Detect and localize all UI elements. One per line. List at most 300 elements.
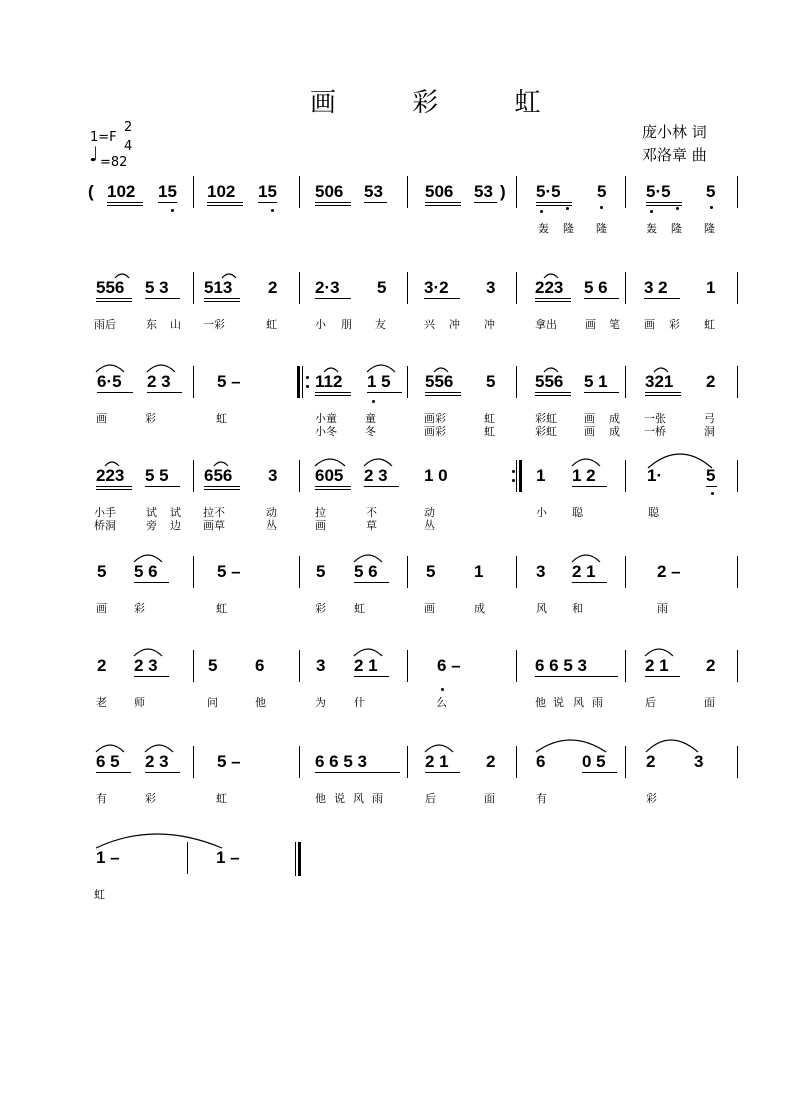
- lyric-syllable: 试: [170, 506, 181, 519]
- note-group: 5 6: [584, 278, 608, 297]
- lyric-syllable: 他: [255, 696, 266, 709]
- lyric-syllable: 老: [96, 696, 107, 709]
- beam: [96, 489, 132, 490]
- beam: [315, 202, 351, 203]
- bar-line: [737, 650, 738, 682]
- note-group: 223: [535, 278, 564, 297]
- beam: [207, 202, 243, 203]
- bar-line: [737, 272, 738, 304]
- beam: [204, 298, 240, 299]
- slur: [646, 740, 698, 752]
- note-group: 2 3: [134, 656, 158, 675]
- bar-line: [187, 842, 188, 874]
- repeat-start-sign: [297, 366, 307, 398]
- bar-line: [407, 556, 408, 588]
- lyric-syllable: 聪: [648, 506, 659, 519]
- note-group: 1 2: [572, 466, 596, 485]
- bar-line: [737, 556, 738, 588]
- beam: [584, 392, 619, 393]
- bar-line: [516, 556, 517, 588]
- note-group: 2 1: [572, 562, 596, 581]
- beam: [535, 676, 618, 677]
- lyric-syllable: 拿出: [535, 318, 557, 331]
- note-group: 112: [315, 372, 343, 391]
- beam: [364, 486, 399, 487]
- beam: [364, 202, 387, 203]
- bar-line: [407, 176, 408, 208]
- lyric-syllable: 虹: [704, 318, 715, 331]
- time-signature-top: 2: [124, 120, 133, 135]
- beam: [354, 676, 389, 677]
- lyric-syllable: 拉: [315, 506, 326, 519]
- lyric-syllable: 成: [474, 602, 485, 615]
- note-group: 321: [645, 372, 674, 391]
- bar-line: [625, 556, 626, 588]
- beam: [258, 202, 277, 203]
- note-group: 5: [377, 278, 387, 297]
- beam: [96, 772, 131, 773]
- beam: [425, 392, 461, 393]
- bar-line: [516, 366, 517, 398]
- lyric-syllable: 冲: [449, 318, 460, 331]
- bar-line: [625, 746, 626, 778]
- beam: [425, 205, 461, 206]
- note-group: 5: [486, 372, 496, 391]
- lyric-syllable: 有: [536, 792, 547, 805]
- bar-line: [299, 176, 300, 208]
- beam: [645, 392, 681, 393]
- lyric-syllable: 风: [573, 696, 584, 709]
- note-group: 223: [96, 466, 125, 485]
- slur: [425, 745, 453, 752]
- note-group: 5: [706, 466, 716, 485]
- note-group: 5 –: [217, 372, 241, 391]
- note-group: 15: [258, 182, 277, 201]
- octave-dot: [710, 206, 713, 209]
- beam: [315, 298, 351, 299]
- lyric-syllable-verse2: 一桥: [644, 425, 666, 438]
- lyric-syllable: 虹: [266, 318, 277, 331]
- bar-line: [193, 272, 194, 304]
- beam: [315, 395, 351, 396]
- note-group: 5: [208, 656, 218, 675]
- lyric-syllable-verse2: 虹: [484, 425, 495, 438]
- lyric-syllable: 雨: [592, 696, 603, 709]
- tempo-value: =82: [100, 155, 128, 170]
- beam: [646, 205, 682, 206]
- beam: [315, 772, 400, 773]
- lyric-syllable: 拉不: [203, 506, 225, 519]
- lyric-syllable: 虹: [484, 412, 495, 425]
- lyric-syllable-verse2: 彩虹: [535, 425, 557, 438]
- octave-dot: [711, 492, 714, 495]
- lyric-syllable: 后: [425, 792, 436, 805]
- note-group: 556: [535, 372, 564, 391]
- slur: [315, 459, 345, 466]
- beam: [145, 298, 180, 299]
- beam: [204, 486, 240, 487]
- note-group: 513: [204, 278, 233, 297]
- bar-line: [407, 272, 408, 304]
- beam: [315, 489, 351, 490]
- lyric-syllable: 隆: [596, 222, 607, 235]
- lyric-syllable: 师: [134, 696, 145, 709]
- lyric-syllable: 问: [207, 696, 218, 709]
- note-group: 5 –: [217, 752, 241, 771]
- bar-line: [516, 272, 517, 304]
- note-group: 2 3: [364, 466, 388, 485]
- note-group: 3: [268, 466, 278, 485]
- lyric-syllable: 彩: [315, 602, 326, 615]
- lyric-syllable: 小: [536, 506, 547, 519]
- note-group: 3: [486, 278, 496, 297]
- bar-line: [737, 746, 738, 778]
- beam: [315, 205, 351, 206]
- note-group: 3 2: [644, 278, 668, 297]
- lyric-syllable: 虹: [354, 602, 365, 615]
- bar-line: [737, 460, 738, 492]
- note-group: 2 3: [145, 752, 169, 771]
- lyric-syllable: 彩: [669, 318, 680, 331]
- bar-line: [737, 366, 738, 398]
- lyric-syllable-verse2: 冬: [365, 425, 376, 438]
- beam: [207, 205, 243, 206]
- lyric-syllable: 为: [315, 696, 326, 709]
- beam: [425, 202, 461, 203]
- note-group: 506: [425, 182, 454, 201]
- note-group: 2 1: [645, 656, 669, 675]
- lyric-syllable: 风: [353, 792, 364, 805]
- lyric-syllable-verse2: 成: [609, 425, 620, 438]
- note-group: 1: [706, 278, 716, 297]
- lyric-syllable: 朋: [341, 318, 352, 331]
- lyric-syllable: 隆: [671, 222, 682, 235]
- lyric-syllable: 轰: [646, 222, 657, 235]
- beam: [96, 486, 132, 487]
- note-group: 5·5: [536, 182, 561, 201]
- octave-dot: [540, 210, 543, 213]
- lyric-syllable: 不: [366, 506, 377, 519]
- lyric-syllable: 说: [553, 696, 564, 709]
- note-group: 102: [107, 182, 136, 201]
- lyric-syllable: 面: [484, 792, 495, 805]
- beam: [572, 582, 607, 583]
- key-signature: 1=F: [90, 130, 117, 145]
- lyric-syllable: 彩: [145, 792, 156, 805]
- lyric-syllable-verse2: 旁: [146, 519, 157, 532]
- slur: [134, 649, 162, 656]
- note-group: 5 1: [584, 372, 608, 391]
- beam: [204, 301, 240, 302]
- bar-line: [516, 650, 517, 682]
- beam: [134, 676, 169, 677]
- lyric-syllable: 画: [96, 412, 107, 425]
- note-group: (: [88, 182, 94, 201]
- beam: [535, 395, 571, 396]
- bar-line: [407, 746, 408, 778]
- note-group: 15: [158, 182, 177, 201]
- bar-line: [407, 650, 408, 682]
- lyric-syllable-verse2: 丛: [266, 519, 277, 532]
- bar-line: [625, 366, 626, 398]
- slur: [364, 459, 392, 466]
- note-group: 2: [646, 752, 656, 771]
- beam: [96, 298, 132, 299]
- bar-line: [625, 176, 626, 208]
- beam: [134, 582, 169, 583]
- slur: [96, 365, 124, 372]
- lyric-syllable: 小手: [94, 506, 116, 519]
- lyric-syllable: 雨后: [94, 318, 116, 331]
- octave-dot: [566, 207, 569, 210]
- note-group: 53: [364, 182, 383, 201]
- lyric-syllable: 童: [365, 412, 376, 425]
- beam: [96, 301, 132, 302]
- lyric-syllable: 后: [645, 696, 656, 709]
- beam: [582, 772, 617, 773]
- beam: [147, 392, 182, 393]
- lyric-syllable: 虹: [216, 412, 227, 425]
- beam: [474, 202, 497, 203]
- note-group: 5 6: [134, 562, 158, 581]
- lyric-syllable-verse2: 边: [170, 519, 181, 532]
- note-group: 2 –: [657, 562, 681, 581]
- beam: [107, 202, 143, 203]
- note-group: 102: [207, 182, 236, 201]
- note-group: 5: [597, 182, 607, 201]
- lyric-syllable: 画: [424, 602, 435, 615]
- note-group: 605: [315, 466, 344, 485]
- slur: [96, 745, 124, 752]
- note-group: 3: [694, 752, 704, 771]
- lyric-syllable: 隆: [563, 222, 574, 235]
- note-group: 656: [204, 466, 233, 485]
- bar-line: [407, 366, 408, 398]
- quarter-note-icon: ♩: [89, 142, 99, 166]
- bar-line: [193, 176, 194, 208]
- lyric-syllable-verse2: 丛: [424, 519, 435, 532]
- lyric-syllable: 画彩: [424, 412, 446, 425]
- bar-line: [193, 460, 194, 492]
- lyric-syllable-verse2: 画: [315, 519, 326, 532]
- octave-dot: [441, 688, 444, 691]
- lyric-syllable-verse2: 草: [366, 519, 377, 532]
- bar-line: [516, 746, 517, 778]
- beam: [367, 392, 402, 393]
- note-group: 3: [536, 562, 546, 581]
- note-group: 2 1: [354, 656, 378, 675]
- note-group: 5 5: [145, 466, 169, 485]
- note-group: 1 0: [424, 466, 448, 485]
- beam: [645, 395, 681, 396]
- beam: [425, 772, 460, 773]
- lyric-syllable: 虹: [94, 888, 105, 901]
- beam: [204, 489, 240, 490]
- bar-line: [625, 272, 626, 304]
- note-group: ): [500, 182, 506, 201]
- octave-dot: [271, 209, 274, 212]
- bar-line: [193, 556, 194, 588]
- composer-credit: 邓洛章 曲: [642, 146, 707, 164]
- note-group: 1: [536, 466, 546, 485]
- octave-dot: [650, 210, 653, 213]
- slur: [354, 649, 382, 656]
- bar-line: [299, 272, 300, 304]
- slur: [367, 365, 395, 372]
- beam: [354, 582, 389, 583]
- slur: [145, 745, 173, 752]
- lyric-syllable-verse2: 画彩: [424, 425, 446, 438]
- lyric-syllable-verse2: 洞: [704, 425, 715, 438]
- note-group: 1 5: [367, 372, 391, 391]
- bar-line: [625, 650, 626, 682]
- lyric-syllable: 画: [584, 412, 595, 425]
- beam: [315, 486, 351, 487]
- note-group: 3·2: [424, 278, 449, 297]
- lyric-syllable: 一彩: [203, 318, 225, 331]
- note-group: 2: [97, 656, 107, 675]
- beam: [572, 486, 607, 487]
- lyric-syllable: 雨: [372, 792, 383, 805]
- slur: [134, 555, 162, 562]
- lyric-syllable: 山: [170, 318, 181, 331]
- repeat-end-sign: [512, 460, 522, 492]
- slur: [572, 459, 600, 466]
- lyric-syllable: 说: [334, 792, 345, 805]
- lyric-syllable: 冲: [484, 318, 495, 331]
- note-group: 556: [96, 278, 125, 297]
- note-group: 5: [706, 182, 716, 201]
- beam: [536, 202, 572, 203]
- note-group: 6 –: [437, 656, 461, 675]
- lyric-syllable: 有: [96, 792, 107, 805]
- bar-line: [516, 176, 517, 208]
- lyric-syllable: 画: [96, 602, 107, 615]
- lyric-syllable: 彩虹: [535, 412, 557, 425]
- bar-line: [625, 460, 626, 492]
- slur: [147, 365, 175, 372]
- beam: [646, 202, 682, 203]
- bar-line: [737, 176, 738, 208]
- lyric-syllable: 试: [146, 506, 157, 519]
- lyric-syllable-verse2: 画: [584, 425, 595, 438]
- note-group: 6 6 5 3: [315, 752, 367, 771]
- lyric-syllable: 雨: [657, 602, 668, 615]
- note-group: 6·5: [97, 372, 122, 391]
- lyric-syllable: 东: [146, 318, 157, 331]
- note-group: 2 1: [425, 752, 449, 771]
- bar-line: [299, 746, 300, 778]
- note-group: 53: [474, 182, 493, 201]
- lyric-syllable: 兴: [424, 318, 435, 331]
- octave-dot: [600, 206, 603, 209]
- lyric-syllable: 小: [315, 318, 326, 331]
- lyric-syllable: 虹: [216, 792, 227, 805]
- beam: [107, 205, 143, 206]
- beam: [584, 298, 619, 299]
- note-group: 1 –: [216, 848, 240, 867]
- note-group: 1: [474, 562, 484, 581]
- note-group: 5: [426, 562, 436, 581]
- lyric-syllable: 么: [436, 696, 447, 709]
- beam: [706, 486, 717, 487]
- slur: [645, 649, 673, 656]
- lyric-syllable: 画: [585, 318, 596, 331]
- lyric-syllable: 隆: [704, 222, 715, 235]
- note-group: 0 5: [582, 752, 606, 771]
- lyric-syllable: 彩: [134, 602, 145, 615]
- lyric-syllable: 彩: [145, 412, 156, 425]
- note-group: 2: [706, 656, 716, 675]
- bar-line: [193, 746, 194, 778]
- lyric-syllable: 聪: [572, 506, 583, 519]
- beam: [424, 298, 460, 299]
- octave-dot: [676, 207, 679, 210]
- beam: [315, 392, 351, 393]
- note-group: 1·: [647, 466, 663, 485]
- note-group: 5: [97, 562, 107, 581]
- note-group: 2 3: [147, 372, 171, 391]
- note-group: 2: [486, 752, 496, 771]
- bar-line: [299, 650, 300, 682]
- lyric-syllable-verse2: 画草: [203, 519, 225, 532]
- octave-dot: [372, 400, 375, 403]
- note-group: 1 –: [96, 848, 120, 867]
- beam: [425, 395, 461, 396]
- note-group: 2: [706, 372, 716, 391]
- lyric-syllable: 和: [572, 602, 583, 615]
- beam: [644, 298, 680, 299]
- beam: [158, 202, 177, 203]
- slur: [96, 834, 222, 848]
- bar-line: [193, 366, 194, 398]
- beam: [536, 205, 572, 206]
- bar-line: [299, 556, 300, 588]
- note-group: 6 5: [96, 752, 120, 771]
- note-group: 5 6: [354, 562, 378, 581]
- beam: [535, 301, 571, 302]
- beam: [145, 486, 180, 487]
- lyric-syllable: 动: [266, 506, 277, 519]
- beam: [535, 392, 571, 393]
- lyric-syllable: 轰: [538, 222, 549, 235]
- beam: [645, 676, 680, 677]
- note-group: 5: [316, 562, 326, 581]
- note-group: 6 6 5 3: [535, 656, 587, 675]
- lyric-syllable: 什: [354, 696, 365, 709]
- bar-line: [193, 650, 194, 682]
- lyric-syllable: 他: [535, 696, 546, 709]
- beam: [97, 392, 133, 393]
- note-group: 6: [255, 656, 265, 675]
- note-group: 5 –: [217, 562, 241, 581]
- lyric-syllable-verse2: 小冬: [315, 425, 337, 438]
- lyric-syllable: 面: [704, 696, 715, 709]
- note-group: 5 3: [145, 278, 169, 297]
- note-group: 556: [425, 372, 454, 391]
- octave-dot: [171, 209, 174, 212]
- slur: [572, 555, 600, 562]
- lyric-syllable: 他: [315, 792, 326, 805]
- note-group: 6: [536, 752, 546, 771]
- note-group: 3: [316, 656, 326, 675]
- lyric-syllable: 小童: [315, 412, 337, 425]
- slur: [536, 740, 606, 752]
- lyric-syllable: 画: [644, 318, 655, 331]
- lyric-syllable: 弓: [704, 412, 715, 425]
- song-title: 画 彩 虹: [310, 88, 575, 118]
- slur: [354, 555, 382, 562]
